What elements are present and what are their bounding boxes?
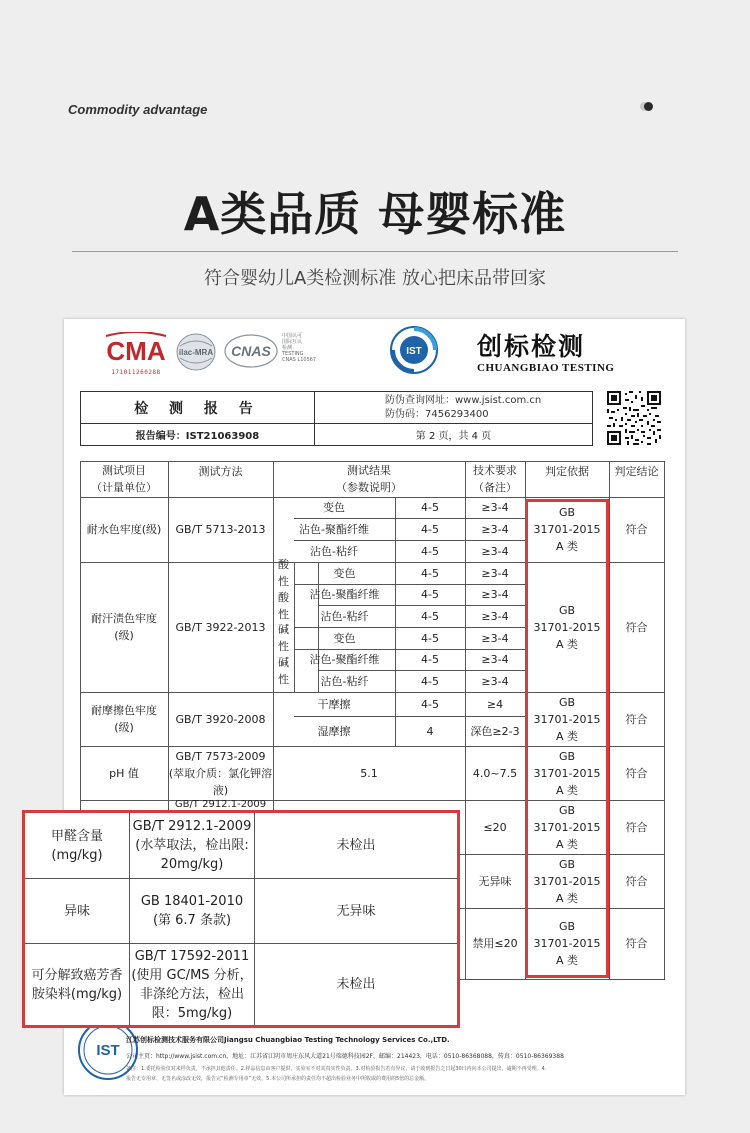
- acid-label: 酸性: [278, 558, 289, 588]
- requirement-value: ≥3-4: [481, 522, 509, 536]
- result-label: 变色: [333, 566, 356, 580]
- svg-text:IST: IST: [406, 346, 422, 357]
- method-water-fastness: GB/T 5713-2013: [175, 523, 266, 536]
- result-value: 4-5: [421, 566, 439, 580]
- cma-number: 171011260288: [111, 369, 161, 376]
- result-label: 变色: [323, 501, 345, 514]
- requirement-value: ≥3-4: [481, 653, 509, 666]
- conclusion-cell: 符合: [625, 874, 648, 888]
- alkali-label: 碱性: [278, 655, 289, 686]
- item-sweat-fastness: 耐汗渍色牢度 (级): [91, 612, 157, 642]
- acid-label: 酸性: [278, 590, 289, 621]
- basis-highlight-box: [525, 499, 609, 978]
- odor-result: 无异味: [336, 903, 376, 919]
- result-label: 干摩擦: [317, 697, 351, 711]
- requirement-value: ≥3-4: [481, 631, 509, 645]
- conclusion-cell: 符合: [625, 820, 648, 834]
- header-test-result: 测试结果 （参数说明）: [336, 464, 402, 494]
- result-label: 沾色-聚酯纤维: [309, 588, 380, 601]
- conclusion-cell: 符合: [625, 523, 648, 536]
- result-value: 4-5: [421, 697, 439, 711]
- report-title: 检 测 报 告: [81, 392, 315, 424]
- brand-name-cn: 创标检测: [477, 332, 586, 361]
- decorative-dots: [640, 102, 656, 112]
- method-ph: GB/T 7573-2009 (萃取介质：氯化钾溶 液): [168, 749, 273, 797]
- result-label: 沾色-聚酯纤维: [309, 653, 380, 666]
- cma-logo-icon: [104, 332, 168, 368]
- header-basis: 判定依据: [545, 464, 589, 478]
- basis-cell: GB 31701-2015 A 类: [533, 857, 601, 905]
- svg-text:IST: IST: [96, 1042, 120, 1059]
- basis-cell: GB 31701-2015 A 类: [533, 603, 601, 651]
- hidden-method-fragment: GB/T 2912.1-2009: [174, 799, 267, 810]
- footer-address: 公司主页：http://www.jsist.com.cn，地址：江苏省江阴市周庄东风大道21号瑞德科技园2F，邮编：214423，电话：0510-86368088，传真：0510-86369388: [126, 1053, 564, 1060]
- requirement-value: ≥4: [486, 697, 504, 711]
- method-rub-fastness: GB/T 3920-2008: [175, 712, 266, 726]
- ist-logo-icon: [389, 325, 439, 375]
- requirement-value: ≥3-4: [481, 501, 509, 514]
- basis-cell: GB 31701-2015 A 类: [533, 695, 601, 743]
- result-value: 4-5: [421, 631, 439, 645]
- requirement-value: ≥3-4: [481, 674, 509, 688]
- result-value: 4-5: [421, 609, 439, 623]
- zoomed-results-overlay: [22, 810, 460, 1028]
- qr-code-icon: [607, 391, 661, 445]
- odor-method: GB 18401-2010 (第 6.7 条款): [140, 894, 244, 928]
- requirement-value: 无异味: [478, 874, 512, 888]
- result-value: 4: [426, 724, 434, 738]
- formaldehyde-method: GB/T 2912.1-2009 (水萃取法，检出限: 20mg/kg): [132, 819, 252, 872]
- alkali-label: 碱性: [278, 623, 289, 653]
- footer-note: 报告无专用章、无签名或涂改无效，报告完“检测专用章”无效。5.本公司所承担的责任均不超出检验业务中所收取的费用的5倍的总金额。: [126, 1076, 430, 1082]
- result-value: 4-5: [421, 501, 439, 514]
- svg-text:CMA: CMA: [106, 336, 166, 366]
- formaldehyde-result: 未检出: [336, 838, 376, 853]
- requirement-value: 深色≥2-3: [470, 724, 520, 738]
- headline-divider: [72, 251, 678, 252]
- page-indicator: 第 2 页，共 4 页: [415, 431, 492, 442]
- report-info-box: [80, 391, 593, 446]
- commodity-advantage-tagline: Commodity advantage: [68, 102, 208, 117]
- item-ph: pH 值: [109, 766, 139, 780]
- brand-name-en: CHUANGBIAO TESTING: [477, 362, 615, 374]
- page-subtitle: 符合婴幼儿A类检测标准 放心把床品带回家: [203, 268, 547, 289]
- conclusion-cell: 符合: [625, 937, 648, 950]
- result-value: 5.1: [360, 766, 378, 780]
- requirement-value: ≥3-4: [481, 544, 509, 558]
- footer-company: 江苏创标检测技术服务有限公司Jiangsu Chuangbiao Testing Technology Services Co.,LTD.: [126, 1036, 450, 1044]
- formaldehyde-item: 甲醛含量 (mg/kg): [50, 828, 103, 863]
- requirement-value: 4.0~7.5: [472, 766, 518, 780]
- azo-dye-method: GB/T 17592-2011 (使用 GC/MS 分析， 非涤纶方法，检出 限：5mg/kg): [131, 948, 253, 1021]
- header-test-item: 测试项目 （计量单位）: [91, 464, 157, 494]
- result-value: 4-5: [421, 653, 439, 666]
- requirement-value: ≥3-4: [481, 609, 509, 623]
- basis-cell: GB 31701-2015 A 类: [533, 803, 601, 851]
- report-number: 报告编号：IST21063908: [81, 424, 315, 445]
- result-label: 湿摩擦: [317, 724, 351, 738]
- azo-dye-item: 可分解致癌芳香 胺染料(mg/kg): [31, 967, 123, 1002]
- azo-dye-result: 未检出: [336, 977, 376, 992]
- header-requirement: 技术要求 （备注）: [473, 464, 517, 494]
- footer-note: 备注：1.委托检验仅对来样负责，不承担其他责任。2.样品信息由客户提供，实验室不对其真实性负责。3.对检验报告若有异议，请于收到报告之日起30日内向本公司提出，逾期不再受理。4.: [126, 1066, 547, 1072]
- item-rub-fastness: 耐摩擦色牢度 (级): [91, 704, 157, 734]
- result-label: 沾色-聚酯纤维: [299, 522, 369, 536]
- basis-cell: GB 31701-2015 A 类: [533, 920, 601, 967]
- basis-cell: GB 31701-2015 A 类: [533, 506, 601, 553]
- conclusion-cell: 符合: [625, 766, 648, 780]
- result-value: 4-5: [421, 674, 439, 688]
- page-headline: A类品质 母婴标准: [183, 187, 567, 241]
- ilac-mra-logo-icon: [175, 332, 217, 372]
- result-value: 4-5: [421, 588, 439, 601]
- cnas-accreditation-text: 中国认可 国际互认 检测 TESTING CNAS L10567: [282, 333, 317, 363]
- header-conclusion: 判定结论: [614, 464, 659, 478]
- conclusion-cell: 符合: [625, 620, 648, 634]
- result-label: 沾色-粘纤: [320, 609, 369, 623]
- cnas-logo-icon: [224, 333, 278, 369]
- result-value: 4-5: [421, 522, 439, 536]
- basis-cell: GB 31701-2015 A 类: [533, 749, 601, 797]
- requirement-value: ≥3-4: [481, 588, 509, 601]
- item-water-fastness: 耐水色牢度(级): [86, 523, 162, 536]
- method-sweat-fastness: GB/T 3922-2013: [175, 620, 266, 634]
- result-label: 沾色-粘纤: [310, 544, 358, 558]
- requirement-value: ≤20: [483, 820, 507, 834]
- requirement-value: 禁用≤20: [472, 937, 518, 950]
- verification-info: 防伪查询网址：www.jsist.com.cn 防伪码：7456293400: [315, 392, 592, 424]
- svg-text:ilac-MRA: ilac-MRA: [178, 348, 214, 357]
- header-test-method: 测试方法: [198, 464, 243, 478]
- result-label: 沾色-粘纤: [320, 674, 369, 688]
- svg-text:CNAS: CNAS: [231, 343, 271, 359]
- result-label: 变色: [333, 631, 356, 645]
- conclusion-cell: 符合: [625, 712, 648, 726]
- result-value: 4-5: [421, 544, 439, 558]
- requirement-value: ≥3-4: [481, 566, 509, 580]
- odor-item: 异味: [63, 903, 90, 919]
